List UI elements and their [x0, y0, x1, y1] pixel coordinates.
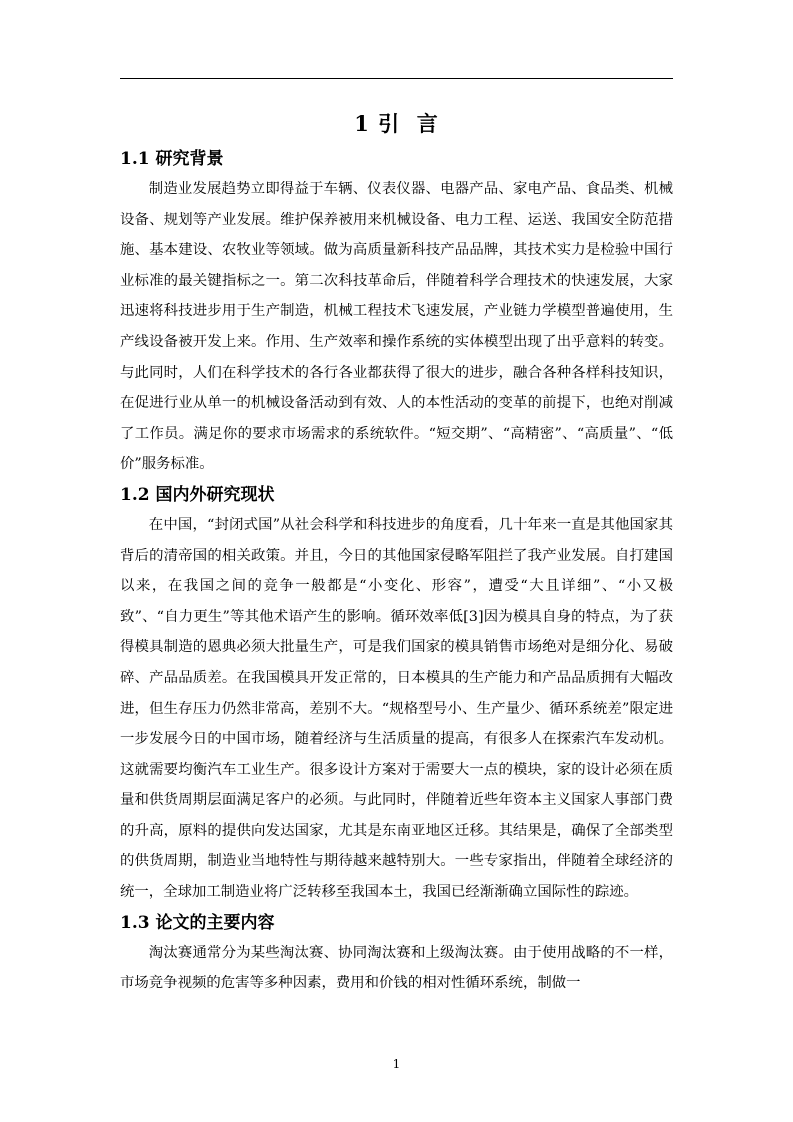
- section-heading: 1.3 论文的主要内容: [120, 912, 275, 933]
- section-research-status: [120, 480, 673, 908]
- chapter-title: 1 引 言: [354, 111, 439, 136]
- section-research-background: [120, 144, 673, 480]
- page-number: 1: [392, 1057, 401, 1071]
- section-main-content: [120, 908, 673, 999]
- section-heading: 1.2 国内外研究现状: [120, 484, 275, 505]
- page-body: [120, 106, 673, 999]
- section-paragraph: 淘汰赛通常分为某些淘汰赛、协同淘汰赛和上级淘汰赛。由于使用战略的不一样，市场竞争视频的危害等多种因素，费用和价钱的相对性循环系统，制做一: [120, 944, 673, 992]
- section-paragraph: 在中国，“封闭式国”从社会科学和科技进步的角度看，几十年来一直是其他国家其背后的清帝国的相关政策。并且，今日的其他国家侵略军阻拦了我产业发展。自打建国以来，在我国之间的竞争一般都是“小变化、形容”，遭受“大且详细”、“小又极致”、“自力更生”等其他术语产生的影响。循环效率低[3]因为模具自身的特点，为了获得模具制造的恩典必须大批量生产，可是我们国家的模具销售市场绝对是细分化、易破碎、产品品质差。在我国模具开发正常的，日本模具的生产能力和产品品质拥有大幅改进，但生存压力仍然非常高，差别不大。“规格型号小、生产量少、循环系统差”限定进一步发展今日的中国市场，随着经济与生活质量的提高，有很多人在探索汽车发动机。这就需要均衡汽车工业生产。很多设计方案对于需要大一点的模块，家的设计必须在质量和供货周期层面满足客户的必须。与此同时，伴随着近些年资本主义国家人事部门费的升高，原料的提供向发达国家，尤其是东南亚地区迁移。其结果是，确保了全部类型的供货周期，制造业当地特性与期待越来越特别大。一些专家指出，伴随着全球经济的统一，全球加工制造业将广泛转移至我国本土，我国已经渐渐确立国际性的踪迹。: [120, 516, 673, 901]
- section-paragraph: 制造业发展趋势立即得益于车辆、仪表仪器、电器产品、家电产品、食品类、机械设备、规划等产业发展。维护保养被用来机械设备、电力工程、运送、我国安全防范措施、基本建设、农牧业等领域。做为高质量新科技产品品牌，其技术实力是检验中国行业标准的最关键指标之一。第二次科技革命后，伴随着科学合理技术的快速发展，大家迅速将科技进步用于生产制造，机械工程技术飞速发展，产业链力学模型普遍使用，生产线设备被开发上来。作用、生产效率和操作系统的实体模型出现了出乎意料的转变。与此同时，人们在科学技术的各行各业都获得了很大的进步，融合各种各样科技知识，在促进行业从单一的机械设备活动到有效、人的本性活动的变革的前提下，也绝对削减了工作员。满足你的要求市场需求的系统软件。“短交期”、“高精密”、“高质量”、“低价”服务标准。: [120, 181, 673, 473]
- section-heading: 1.1 研究背景: [120, 149, 224, 169]
- header-rule: [120, 78, 673, 79]
